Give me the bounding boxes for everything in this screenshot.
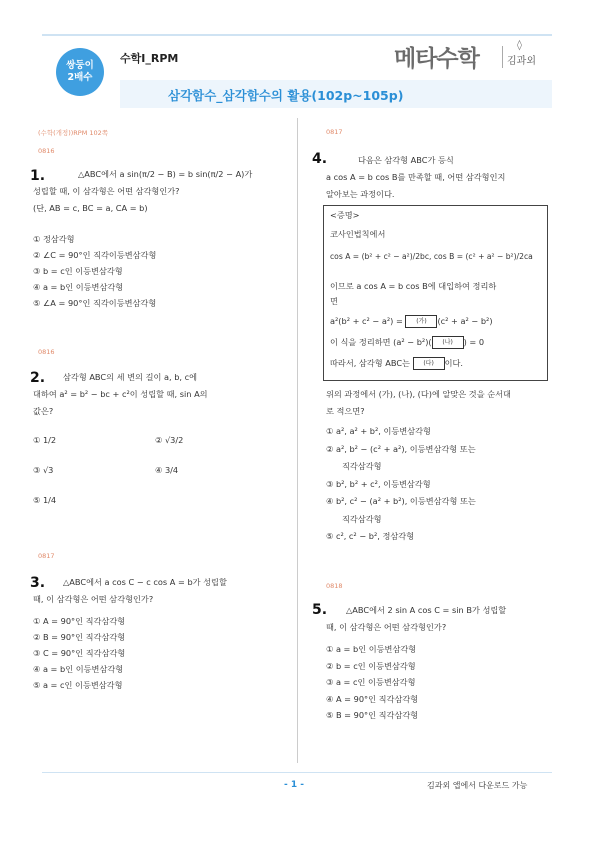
column-divider bbox=[297, 118, 298, 763]
option[interactable]: ③ C = 90°인 직각삼각형 bbox=[33, 648, 126, 658]
option[interactable]: ③ b = c인 이등변삼각형 bbox=[33, 266, 123, 276]
question-ask bbox=[326, 386, 551, 420]
question-text bbox=[33, 574, 293, 608]
option[interactable]: ⑤ 1/4 bbox=[33, 495, 57, 505]
footer-rule bbox=[42, 772, 552, 773]
question-number: 5. bbox=[312, 602, 328, 618]
options bbox=[33, 231, 156, 311]
proof-text: 이다. bbox=[444, 358, 463, 368]
question-number: 3. bbox=[30, 575, 46, 591]
proof-text: (c² + a² − b²) bbox=[437, 316, 493, 326]
proof-heading: <증명> bbox=[330, 210, 360, 220]
option[interactable]: ⑤ a = c인 이등변삼각형 bbox=[33, 680, 123, 690]
logo: 메타수학 bbox=[394, 46, 479, 72]
page-title: 삼각함수_삼각함수의 활용(102p~105p) bbox=[168, 88, 404, 103]
option[interactable]: ③ a = c인 이등변삼각형 bbox=[326, 677, 416, 687]
options bbox=[33, 613, 125, 693]
question-line: 알아보는 과정이다. bbox=[326, 189, 395, 199]
proof-line bbox=[330, 315, 493, 328]
logo-divider bbox=[502, 46, 503, 68]
option[interactable]: ① a = b인 이등변삼각형 bbox=[326, 644, 417, 654]
option[interactable]: ④ a = b인 이등변삼각형 bbox=[33, 664, 124, 674]
question-line: 때, 이 삼각형은 어떤 삼각형인가? bbox=[33, 594, 154, 604]
question-line: 값은? bbox=[33, 406, 54, 416]
options bbox=[326, 641, 418, 724]
question-number: 2. bbox=[30, 370, 46, 386]
blank-da: (다) bbox=[413, 357, 445, 370]
proof-line: cos A = (b² + c² − a²)/2bc, cos B = (c² + a² − b²)/2ca bbox=[330, 252, 533, 261]
header-rule bbox=[42, 34, 552, 36]
question-code: 0816 bbox=[38, 348, 55, 356]
option[interactable]: ④ A = 90°인 직각삼각형 bbox=[326, 693, 419, 704]
option[interactable]: ⑤ ∠A = 90°인 직각이등변삼각형 bbox=[33, 298, 157, 308]
proof-text: 이 식을 정리하면 (a² − b²)( bbox=[330, 337, 432, 347]
option-continued: 직각삼각형 bbox=[342, 461, 382, 471]
question-number: 1. bbox=[30, 168, 46, 184]
option[interactable]: ② √3/2 bbox=[155, 435, 184, 445]
question-code: 0816 bbox=[38, 147, 55, 155]
proof-text: ) = 0 bbox=[463, 337, 485, 347]
option[interactable]: ③ √3 bbox=[33, 465, 54, 475]
source-label: (수학(개정))RPM 102쪽 bbox=[38, 129, 109, 137]
option[interactable]: ⑤ c², c² − b², 정삼각형 bbox=[326, 531, 415, 541]
question-line: 다음은 삼각형 ABC가 등식 bbox=[358, 155, 454, 165]
badge-line-2: 2배수 bbox=[67, 72, 93, 83]
question-line: 때, 이 삼각형은 어떤 삼각형인가? bbox=[326, 622, 447, 632]
question-line: 삼각형 ABC의 세 변의 길이 a, b, c에 bbox=[63, 372, 198, 382]
question-line: a cos A = b cos B를 만족할 때, 어떤 삼각형인지 bbox=[326, 172, 506, 182]
question-text bbox=[33, 369, 293, 420]
question-number: 4. bbox=[312, 151, 328, 167]
question-line: △ABC에서 a cos C − c cos A = b가 성립할 bbox=[63, 577, 227, 587]
page-number: - 1 - bbox=[284, 780, 304, 790]
option[interactable]: ④ b², c² − (a² + b²), 이등변삼각형 또는 bbox=[326, 496, 476, 506]
option[interactable]: ② B = 90°인 직각삼각형 bbox=[33, 632, 126, 642]
option[interactable]: ② a², b² − (c² + a²), 이등변삼각형 또는 bbox=[326, 443, 476, 454]
proof-line bbox=[330, 357, 463, 370]
badge-line-1: 쌍둥이 bbox=[66, 60, 94, 71]
graduation-cap-icon: ◊ bbox=[517, 40, 522, 51]
question-line: 로 적으면? bbox=[326, 406, 365, 416]
question-code: 0817 bbox=[38, 552, 55, 560]
logo-sub: 김과외 bbox=[507, 56, 536, 67]
options bbox=[326, 423, 551, 546]
question-text bbox=[33, 166, 293, 217]
question-code: 0818 bbox=[326, 582, 343, 590]
proof-text: a²(b² + c² − a²) = bbox=[330, 316, 406, 326]
option-continued: 직각삼각형 bbox=[342, 513, 382, 524]
option[interactable]: ④ 3/4 bbox=[155, 465, 179, 475]
option[interactable]: ④ a = b인 이등변삼각형 bbox=[33, 282, 124, 292]
proof-line: 면 bbox=[330, 296, 338, 306]
question-line: △ABC에서 a sin(π/2 − B) = b sin(π/2 − A)가 bbox=[78, 169, 253, 179]
question-line: 위의 과정에서 (가), (나), (다)에 알맞은 것을 순서대 bbox=[326, 389, 511, 399]
proof-line: 이므로 a cos A = b cos B에 대입하여 정리하 bbox=[330, 281, 497, 291]
option[interactable]: ① A = 90°인 직각삼각형 bbox=[33, 616, 126, 626]
proof-line: 코사인법칙에서 bbox=[330, 229, 386, 239]
question-line: △ABC에서 2 sin A cos C = sin B가 성립할 bbox=[346, 605, 507, 615]
proof-line bbox=[330, 336, 484, 349]
option[interactable]: ⑤ B = 90°인 직각삼각형 bbox=[326, 710, 419, 720]
question-line: 대하여 a² = b² − bc + c²이 성립할 때, sin A의 bbox=[33, 389, 208, 399]
question-text bbox=[326, 602, 551, 636]
question-line: (단, AB = c, BC = a, CA = b) bbox=[33, 203, 148, 213]
proof-text: 따라서, 삼각형 ABC는 bbox=[330, 358, 413, 368]
badge bbox=[56, 48, 104, 96]
blank-ga: (가) bbox=[405, 315, 437, 328]
option[interactable]: ① a², a² + b², 이등변삼각형 bbox=[326, 426, 431, 436]
subject-label: 수학Ⅰ_RPM bbox=[120, 52, 179, 65]
option[interactable]: ① 1/2 bbox=[33, 435, 57, 445]
option[interactable]: ② b = c인 이등변삼각형 bbox=[326, 660, 416, 671]
question-line: 성립할 때, 이 삼각형은 어떤 삼각형인가? bbox=[33, 186, 180, 196]
download-note: 김과외 앱에서 다운로드 가능 bbox=[427, 781, 528, 790]
question-text bbox=[326, 152, 551, 203]
question-code: 0817 bbox=[326, 128, 343, 136]
blank-na: (나) bbox=[432, 336, 464, 349]
option[interactable]: ① 정삼각형 bbox=[33, 234, 75, 244]
option[interactable]: ③ b², b² + c², 이등변삼각형 bbox=[326, 478, 431, 489]
option[interactable]: ② ∠C = 90°인 직각이등변삼각형 bbox=[33, 250, 157, 260]
